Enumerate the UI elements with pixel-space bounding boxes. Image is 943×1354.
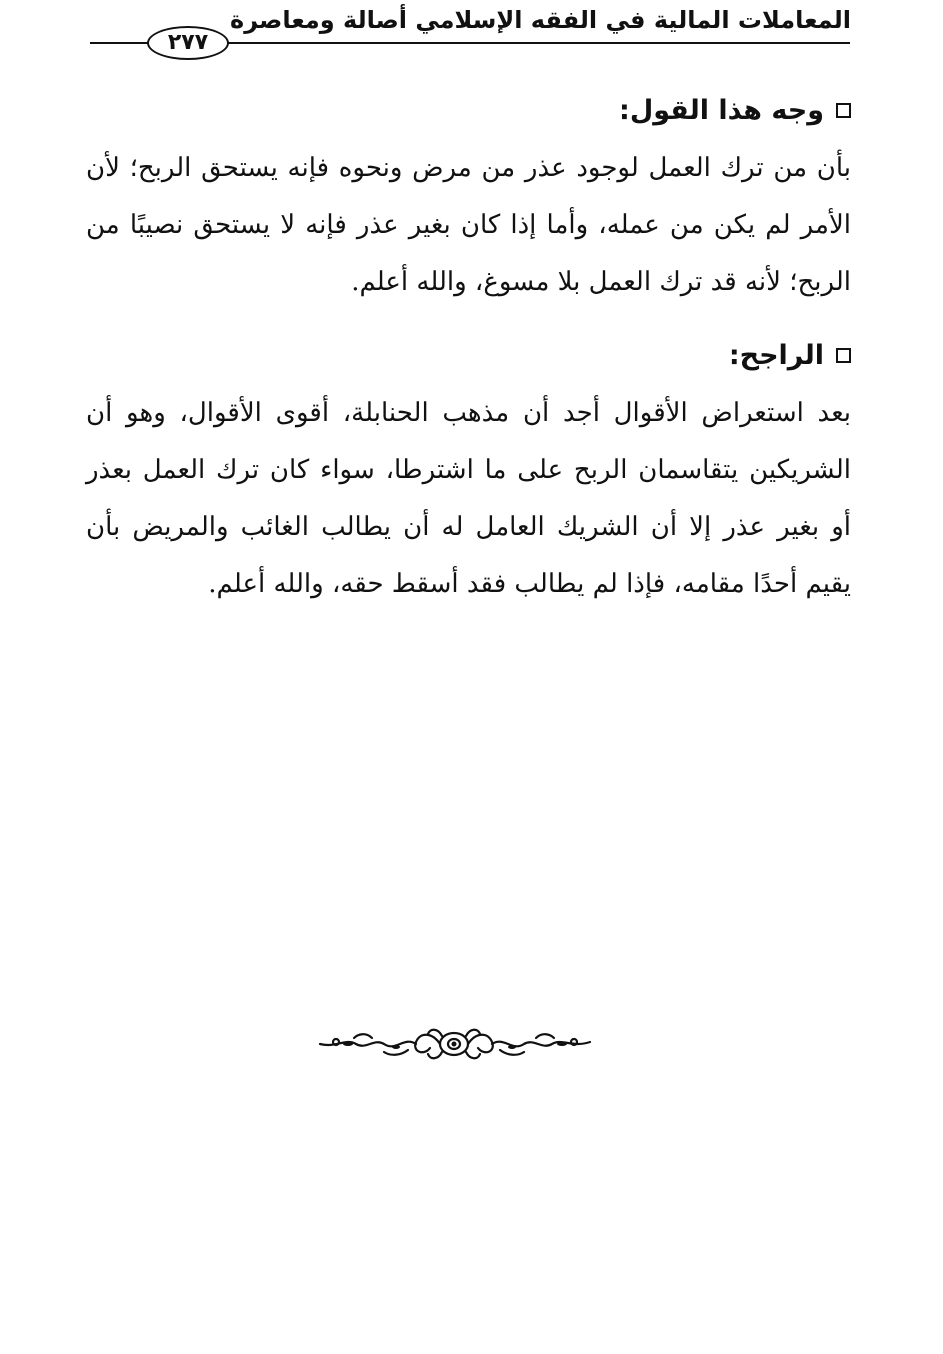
square-bullet-icon — [836, 103, 851, 118]
section-heading-text: وجه هذا القول: — [619, 94, 824, 126]
section-paragraph: بعد استعراض الأقوال أجد أن مذهب الحنابلة، أقوى الأقوال، وهو أن الشريكين يتقاسمان الربح على ما اشترطا، سواء كان ترك العمل بعذر أو بغير عذر إلا أن الشريك العامل له أن يطالب الغائب والمريض بأن يقيم أحدًا مقامه، فإذا لم يطالب فقد أسقط حقه، والله أعلم. — [86, 398, 851, 599]
section-heading — [86, 88, 851, 132]
section-heading-text: الراجح: — [728, 339, 824, 371]
section-justification — [86, 88, 851, 311]
section-preferred-view — [86, 333, 851, 613]
section-paragraph: بأن من ترك العمل لوجود عذر من مرض ونحوه فإنه يستحق الربح؛ لأن الأمر لم يكن من عمله، وأما إذا كان بغير عذر فإنه لا يستحق نصيبًا من الربح؛ لأنه قد ترك العمل بلا مسوغ، والله أعلم. — [86, 153, 851, 297]
page-number: ٢٧٧ — [147, 26, 229, 60]
section-heading — [86, 333, 851, 377]
running-title: المعاملات المالية في الفقه الإسلامي أصالة ومعاصرة — [230, 6, 851, 34]
page-body — [86, 88, 851, 613]
decorative-divider-icon — [312, 1022, 597, 1066]
page-header — [0, 0, 943, 70]
square-bullet-icon — [836, 348, 851, 363]
